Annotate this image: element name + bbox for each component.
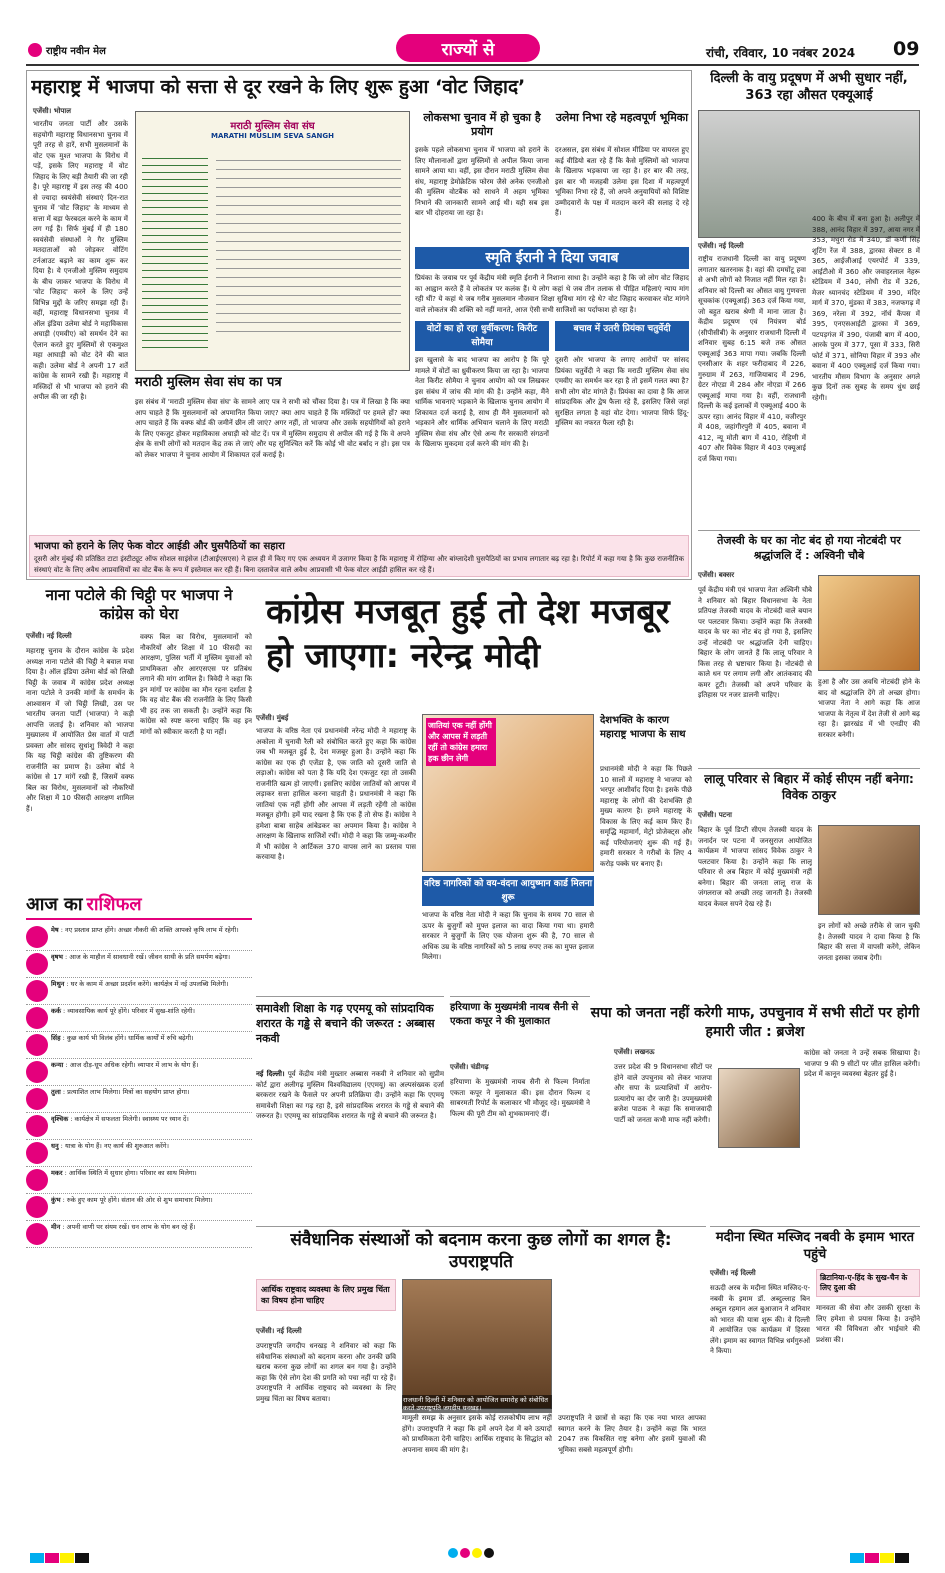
chaubey-photo [818,575,920,671]
masthead-rule [26,64,919,66]
rashi-prediction: प्रत्याशित लाभ मिलेगा। मित्रों का सहयोग प्राप्त होगा। [67,1088,190,1096]
sapa-story [590,1004,920,1222]
delhi-text: राष्ट्रीय राजधानी दिल्ली का वायु प्रदूषण लगातार खतरनाक है। वहां की दमघोंटू हवा से अभी लोगों को निजात नहीं मिल रहा है। शनिवार को दिल्ली का औसत वायु गुणवत्ता सूचकांक (एक्यूआई) 363 दर्ज किया गया, जो बहुत खराब श्रेणी में माना जाता है। केंद्रीय प्रदूषण एवं नियंत्रण बोर्ड (सीपीसीबी) के अनुसार राजधानी दिल्ली में शनिवार सुबह 6:15 बजे तक औसत एक्यूआई 363 मापा गया। जबकि दिल्ली एनसीआर के शहर फरीदाबाद में 226, गुरुग्राम में 263, गाजियाबाद में 296, ग्रेटर नोएडा में 284 और नोएडा में 266 एक्यूआई मापा गया है। वहीं, राजधानी दिल्ली के कई इलाकों में एक्यूआई 400 के ऊपर रहा। आनंद विहार में 410, वजीरपुर में 408, जहांगीरपुरी में 405, बवाना में 412, न्यू मोती बाग में 410, रोहिणी में 407 और विवेक विहार में 403 एक्यूआई दर्ज किया गया। [698,255,806,463]
madina-text-2: मानवता की सेवा और उसकी सुरक्षा के लिए हमेशा से प्रयास किया है। उन्होंने भारत की विविधता और भाईचारे की प्रशंसा की। [816,1304,920,1344]
logo-mark-icon [28,43,42,57]
zodiac-sign-icon [26,1061,48,1083]
lalu-byline: एजेंसी। पटना [698,811,732,819]
cyan-swatch-icon [850,1553,864,1563]
madina-byline: एजेंसी। नई दिल्ली [710,1269,756,1277]
registration-dots [448,1548,494,1558]
rashi-text: कुंभ : रुके हुए काम पूरे होंगे। संतान की ओर से शुभ समाचार मिलेगा। [51,1196,213,1204]
nana-headline: नाना पटोले की चिट्ठी पर भाजपा ने कांग्रेस को घेरा [45,586,233,623]
rashi-sign: वृश्चिक [51,1115,69,1123]
rashifal-title: राशिफल [86,894,142,915]
zodiac-sign-icon [26,1169,48,1191]
haryana-headline: हरियाणा के मुख्यमंत्री नायब सैनी से एकता कपूर ने की मुलाकात [450,1002,579,1027]
rashi-text: धनु : यात्रा के योग हैं। नए कार्य की शुरुआत करेंगे। [51,1142,169,1150]
rashi-text: तुला : प्रत्याशित लाभ मिलेगा। मित्रों का सहयोग प्राप्त होगा। [51,1088,190,1096]
color-bar-right [850,1548,910,1567]
delhi-story [698,70,920,530]
rashi-sign: सिंह [51,1034,61,1042]
black-swatch-icon [75,1553,89,1563]
rashi-sign: मकर [51,1169,63,1177]
senior-head: वरिष्ठ नागरिकों को वय-वंदना आयुष्मान कार्ड मिलना शुरू [422,876,594,906]
rashi-prediction: आज के माहौल में सावधानी रखें। जीवन साथी के प्रति समर्पण बढ़ेगा। [69,953,231,961]
sapa-byline: एजेंसी। लखनऊ [614,1048,655,1056]
reg-dot-icon [448,1548,458,1558]
magenta-swatch-icon [45,1553,59,1563]
rashi-row [26,951,252,978]
lead-byline: एजेंसी। भोपाल [33,107,71,115]
letter-sidebar [142,152,208,352]
smriti-text: प्रियंका के जवाब पर पूर्व केंद्रीय मंत्री स्मृति ईरानी ने निशाना साधा है। उन्होंने कहा है कि जो लोग वोट जिहाद का आह्वान करते हैं वे लोकतंत्र पर कलंक हैं। ये लोग कहां थे जब तीन तलाक से पीड़ित महिलाएं न्याय मांग रही थीं? ये कहां थे जब गरीब मुसलमान नौजवान शिक्षा सुविधा मांग रहे थे? वोट जिहाद करवाकर वोट मांगने वाले लोकतंत्र की शक्ति को नहीं मानते, आज ऐसी सभी साजिशों का पर्दाफाश हो रहा है। [415,274,689,314]
kirit-head: वोटों का हो रहा धुर्वीकरण: किरीट सोमैया [415,321,549,351]
rashi-text: सिंह : कुछ कार्य भी विलंब होंगे। धार्मिक कार्यों में रुचि बढ़ेगी। [51,1034,194,1042]
rashi-prediction: यात्रा के योग हैं। नए कार्य की शुरुआत करेंगे। [64,1142,169,1150]
reg-dot-icon [472,1548,482,1558]
letter-image [135,111,410,371]
yellow-swatch-icon [60,1553,74,1563]
rashi-sign: मिथुन [51,980,65,988]
rashi-sign: मेष [51,926,59,934]
modi-story [256,586,692,992]
zodiac-sign-icon [26,1088,48,1110]
madina-story [710,1226,920,1532]
rashi-row [26,1221,252,1248]
vp-photo-caption: राजधानी दिल्ली में शनिवार को आयोजित समारोह को संबोधित करते उपराष्ट्रपति जगदीप धनखड़। [402,1395,552,1413]
black-swatch-icon [895,1553,909,1563]
magenta-swatch-icon [865,1553,879,1563]
zodiac-sign-icon [26,1142,48,1164]
rashi-text: मीन : अपनी वाणी पर संयम रखें। धन लाभ के योग बन रहे हैं। [51,1223,196,1231]
zodiac-sign-icon [26,1223,48,1245]
modi-byline: एजेंसी। मुंबई [256,714,289,722]
rashifal-title-prefix: आज का [26,894,83,915]
nakvi-text [256,1069,444,1219]
rashi-text: मकर : आर्थिक स्थिति में सुधार होगा। परिवार का साथ मिलेगा। [51,1169,197,1177]
nakvi-body: पूर्व केंद्रीय मंत्री मुख्तार अब्बास नकवी ने शनिवार को सुप्रीम कोर्ट द्वारा अलीगढ़ मुस्लिम विश्वविद्यालय (एएमयू) का अल्पसंख्यक दर्जा बरकरार रखने के फैसले पर अपनी प्रतिक्रिया दी। उन्होंने कहा कि एएमयू समावेशी शिक्षा का गढ़ रहा है, इसे सांप्रदायिक शरारत के गड्ढे से बचाने की जरूरत है। एएमयू का सांप्रदायिक शरारत के गड्ढे से बचाने की जरूरत है। [256,1070,444,1120]
rashi-row [26,1059,252,1086]
cyan-swatch-icon [30,1553,44,1563]
marathi-text: इस संबंध में 'मराठी मुस्लिम सेवा संघ' के सामने आए पत्र ने सभी को चौंका दिया है। पत्र में लिखा है कि क्या आप चाहते हैं कि मुसलमानों को अपमानित किया जाए? क्या आप चाहते हैं कि मस्जिदों पर हमले हों? क्या आप चाहते हैं कि वक्फ बोर्ड की जमीनें छीन ली जाएं? अगर नहीं, तो भाजपा और उसके सहयोगियों को हराने के लिए एकजुट होकर महाविकास अघाड़ी को वोट दें। पत्र में मुस्लिम समुदाय से अपील की गई है कि वे अपने क्षेत्र के सभी लोगों को मतदान केंद्र तक ले जाएं और यह सुनिश्चित करें कि कोई भी वोट बर्बाद न हो। इस पत्र को लेकर भाजपा ने चुनाव आयोग में शिकायत दर्ज कराई है। [135,398,410,459]
nakvi-story [256,996,444,1222]
smriti-head: स्मृति ईरानी ने दिया जवाब [415,247,689,269]
reg-dot-icon [460,1548,470,1558]
tejasvi-text: पूर्व केंद्रीय मंत्री एवं भाजपा नेता अश्विनी चौबे ने शनिवार को बिहार विधानसभा के नेता प्रतिपक्ष तेजस्वी यादव के नोटबंदी वाले बयान पर पलटवार किया। उन्होंने कहा कि तेजस्वी यादव के घर का नोट बंद हो गया है, इसलिए उन्हें नोटबंदी पर श्रद्धांजलि देनी चाहिए। बिहार के लोग जानते हैं कि लालू परिवार ने किस तरह से भ्रष्टाचार किया है। नोटबंदी से काले धन पर लगाम लगी और आतंकवाद की कमर टूटी। तेजस्वी को अपने परिवार के इतिहास पर नजर डालनी चाहिए। [698,586,812,699]
rashi-prediction: आर्थिक स्थिति में सुधार होगा। परिवार का साथ मिलेगा। [68,1169,197,1177]
rashi-row [26,1113,252,1140]
masthead [0,0,945,66]
section-label [396,34,540,62]
rashi-row [26,1032,252,1059]
priyanka-text: दूसरी ओर भाजपा के लगाए आरोपों पर सांसद प्रियंका चतुर्वेदी ने कहा कि मराठी मुस्लिम सेवा संघ एमवीए का समर्थन कर रहा है तो इसमें गलत क्या है? सभी लोग वोट मांगते हैं। प्रियंका का दावा है कि आज सांप्रदायिक और द्वेष फैला रहे हैं, इसलिए जिसे जहां सुरक्षित लगता है वहां वोट देगा। भाजपा सिर्फ हिंदू-मुस्लिम का नफरत फैला रही है। [555,356,689,427]
nana-text: महाराष्ट्र चुनाव के दौरान कांग्रेस के प्रदेश अध्यक्ष नाना पटोले की चिट्ठी ने बवाल मचा दिया है। ऑल इंडिया उलेमा बोर्ड को लिखी चिट्ठी के जवाब में कांग्रेस प्रदेश अध्यक्ष नाना पटोले ने उनकी मांगों के समर्थन के आश्वासन में जो चिट्ठी लिखी, उस पर भारतीय जनता पार्टी (भाजपा) ने कड़ी आपत्ति जताई है। शनिवार को भाजपा मुख्यालय में आयोजित प्रेस वार्ता में पार्टी प्रवक्ता और सांसद सुधांशु त्रिवेदी ने कहा कि यह चिट्ठी कांग्रेस की तुष्टिकरण की राजनीति का प्रमाण है। उलेमा बोर्ड ने कांग्रेस से 17 मांगें रखी हैं, जिसमें वक्फ बिल का विरोध, मुसलमानों को नौकरियों और शिक्षा में 10 फीसदी आरक्षण शामिल हैं। [26,647,134,813]
lalu-text-2: इन लोगों को अच्छे तरीके से जान चुकी है। तेजस्वी यादव ने दावा किया है कि बिहार की सत्ता में वापसी करेंगे, लेकिन जनता इसका जवाब देगी। [818,922,920,962]
zodiac-sign-icon [26,953,48,975]
modi-photo-caption: जातियां एक नहीं होंगी और आपस में लड़ती रहीं तो कांग्रेस हमारा हक छीन लेगी [426,718,496,766]
rashi-sign: धनु [51,1142,59,1150]
marathi-head: मराठी मुस्लिम सेवा संघ का पत्र [135,375,282,390]
madina-headline: मदीना स्थित मस्जिद नबवी के इमाम भारत पहुंचे [715,1230,915,1262]
nana-text-2: वक्फ बिल का विरोध, मुसलमानों को नौकरियों और शिक्षा में 10 फीसदी का आरक्षण, पुलिस भर्ती में मुस्लिम युवाओं को प्राथमिकता और आरएसएस पर प्रतिबंध लगाने की मांग शामिल है। त्रिवेदी ने कहा कि इन मांगों पर कांग्रेस का मौन रहना दर्शाता है कि वह वोट बैंक की राजनीति के लिए किसी भी हद तक जा सकती है। उन्होंने कहा कि कांग्रेस को स्पष्ट करना चाहिए कि वह इन मांगों को स्वीकार करती है या नहीं। [140,633,252,736]
section-title: राज्यों से [441,39,495,60]
lalu-text: बिहार के पूर्व डिप्टी सीएम तेजस्वी यादव के जनार्दन पर पटना में जनसुराज आयोजित कार्यक्रम में भाजपा सांसद विवेक ठाकुर ने पलटवार किया है। उन्होंने कहा कि लालू परिवार से अब बिहार में कोई मुख्यमंत्री नहीं बनेगा। बिहार की जनता लालू राज के जंगलराज को अच्छी तरह जानती है। तेजस्वी यादव केवल सपने देख रहे हैं। [698,826,812,908]
rashi-row [26,1140,252,1167]
zodiac-sign-icon [26,1115,48,1137]
rashi-prediction: व्यावसायिक कार्य पूरे होंगे। परिवार में सुख-शांति रहेगी। [67,1007,195,1015]
dateline: रांची, रविवार, 10 नवंबर 2024 [706,46,856,60]
rashi-row [26,1005,252,1032]
vp-byline: एजेंसी। नई दिल्ली [256,1327,302,1335]
rashi-sign: कुंभ [51,1196,61,1204]
sub2-head: उलेमा निभा रहे महत्वपूर्ण भूमिका [555,111,689,124]
rashi-row [26,978,252,1005]
letter-subtitle: MARATHI MUSLIM SEVA SANGH [210,132,335,140]
nana-story [26,586,252,886]
rashi-prediction: नए प्रस्ताव प्राप्त होंगे। अच्छा नौकरी की शक्ति आपको कृषि लाभ में रहेगी। [64,926,239,934]
rashi-prediction: अपनी वाणी पर संयम रखें। धन लाभ के योग बन रहे हैं। [66,1223,196,1231]
nana-byline: एजेंसी। नई दिल्ली [26,632,72,640]
haryana-story [450,996,590,1222]
rashi-prediction: घर के काम में अच्छा प्रदर्शन करेंगे। कार्यक्षेत्र में नई उपलब्धि मिलेगी। [70,980,229,988]
nakvi-headline: समावेशी शिक्षा के गढ़ एएमयू को सांप्रदायिक शरारत के गड्ढे से बचाने की जरूरत : अब्बास नकवी [256,1002,435,1045]
rashi-row [26,1086,252,1113]
tejasvi-text-2: हुआ है और उस अवधि नोटबंदी होने के बाद वो श्रद्धांजलि देंगे तो अच्छा होगा। भाजपा नेता ने आगे कहा कि आज भाजपा के नेतृत्व में देश तेजी से आगे बढ़ रहा है। झारखंड में भी एनडीए की सरकार बनेगी। [818,678,920,739]
rashi-sign: वृषभ [51,953,63,961]
modi-headline: कांग्रेस मजबूत हुई तो देश मजबूर हो जाएगा: नरेन्द्र मोदी [266,592,670,676]
sub2-text: दरअसल, इस संबंध में सोशल मीडिया पर वायरल हुए कई वीडियो बता रहे हैं कि कैसे मुस्लिमों को भाजपा के खिलाफ भड़काया जा रहा है। हर बार की तरह, इस बार भी मजहबी उलेमा इस दिशा में महत्वपूर्ण भूमिका निभा रहे हैं, जो अपने अनुयायियों को विशिष्ट उम्मीदवारों के पक्ष में मतदान करने की सलाह दे रहे हैं। [555,146,689,217]
vp-text: उपराष्ट्रपति जगदीप धनखड़ ने शनिवार को कहा कि संवैधानिक संस्थाओं को बदनाम करना और उनकी छवि खराब करना कुछ लोगों का शगल बन गया है। उन्होंने कहा कि ऐसे लोग देश की प्रगति को पचा नहीं पा रहे हैं। उपराष्ट्रपति ने आर्थिक राष्ट्रवाद को व्यवस्था के लिए प्रमुख चिंता का विषय बताया। [256,1342,396,1403]
rashi-row [26,1194,252,1221]
kirit-text: इस खुलासे के बाद भाजपा का आरोप है कि पूरे मामले में वोटों का ध्रुवीकरण किया जा रहा है। भाजपा नेता किरीट सोमैया ने चुनाव आयोग को पत्र लिखकर इस संबंध में जांच की मांग की है। उन्होंने कहा, मैंने धार्मिक भावनाएं भड़काने के खिलाफ चुनाव आयोग में शिकायत दर्ज कराई है, साथ ही मैंने मुसलमानों को भड़काने और धार्मिक अभियान चलाने के लिए मराठी मुस्लिम सेवा संघ और ऐसे अन्य गैर सरकारी संगठनों के खिलाफ मुकदमा दर्ज करने की मांग की है। [415,356,549,448]
zodiac-sign-icon [26,1007,48,1029]
rashi-sign: कन्या [51,1061,64,1069]
paper-name: राष्ट्रीय नवीन मेल [46,46,106,57]
vp-subhead: आर्थिक राष्ट्रवाद व्यवस्था के लिए प्रमुख चिंता का विषय होना चाहिए [256,1279,396,1311]
tejasvi-headline: तेजस्वी के घर का नोट बंद हो गया नोटबंदी पर श्रद्धांजलि दें : अश्विनी चौबे [717,534,901,562]
madina-text: सऊदी अरब के मदीना स्थित मस्जिद-ए-नबवी के इमाम डॉ. अब्दुल्लाह बिन अब्दुल रहमान अल बुआजान ने शनिवार को भारत की यात्रा शुरू की। वे दिल्ली में आयोजित एक कार्यक्रम में हिस्सा लेंगे। इमाम का स्वागत विभिन्न धर्मगुरुओं ने किया। [710,1284,810,1355]
haryana-text: हरियाणा के मुख्यमंत्री नायब सैनी से फिल्म निर्माता एकता कपूर ने मुलाकात की। इस दौरान फिल्म द साबरमती रिपोर्ट के कलाकार भी मौजूद रहे। मुख्यमंत्री ने फिल्म की पूरी टीम को शुभकामनाएं दीं। [450,1078,590,1118]
tejasvi-story [698,530,920,762]
delhi-byline: एजेंसी। नई दिल्ली [698,242,744,250]
rashi-sign: तुला [51,1088,61,1096]
haryana-byline: एजेंसी। चंडीगढ़ [450,1063,489,1071]
vp-headline: संवैधानिक संस्थाओं को बदनाम करना कुछ लोगों का शगल है: उपराष्ट्रपति [290,1230,672,1272]
rashi-sign: मीन [51,1223,61,1231]
rashi-prediction: रुके हुए काम पूरे होंगे। संतान की ओर से शुभ समाचार मिलेगा। [66,1196,213,1204]
sub1-head: लोकसभा चुनाव में हो चुका है प्रयोग [423,111,541,138]
rashi-prediction: कुछ कार्य भी विलंब होंगे। धार्मिक कार्यों में रुचि बढ़ेगी। [66,1034,194,1042]
rashi-text: कन्या : आज दौड़-धूप अधिक रहेगी। व्यापार में लाभ के योग हैं। [51,1061,199,1069]
paper-logo [28,40,148,60]
fake-head: भाजपा को हराने के लिए फेक वोटर आईडी और घुसपैठियों का सहारा [34,541,285,552]
senior-text: भाजपा के वरिष्ठ नेता मोदी ने कहा कि चुनाव के समय 70 साल से ऊपर के बुजुर्गों को मुफ्त इलाज का वादा किया गया था। हमारी सरकार ने बुजुर्गों के लिए एक योजना शुरू की है, 70 साल से अधिक उम्र के वरिष्ठ नागरिकों को 5 लाख रुपए तक का मुफ्त इलाज मिलेगा। [422,911,594,961]
rashi-prediction: कार्यक्षेत्र में सफलता मिलेगी। स्वास्थ्य पर ध्यान दें। [74,1115,189,1123]
vp-text-2: मामूली समझ के अनुसार इसके कोई राजकोषीय लाभ नहीं होंगे। उपराष्ट्रपति ने कहा कि हमें अपने देश में बने उत्पादों को प्राथमिकता देनी चाहिए। आर्थिक राष्ट्रवाद के सिद्धांत को अपनाना समय की मांग है। [402,1414,552,1454]
letter-title: मराठी मुस्लिम सेवा संघ [230,121,315,132]
vp-story [256,1226,706,1532]
sapa-text-2: कांग्रेस को जनता ने उन्हें सबक सिखाया है। भाजपा 9 की 9 सीटों पर जीत हासिल करेगी। प्रदेश में कानून व्यवस्था बेहतर हुई है। [804,1049,920,1078]
rashi-sign: कर्क [51,1007,61,1015]
page-number: 09 [893,38,920,60]
delhi-headline: दिल्ली के वायु प्रदूषण में अभी सुधार नहीं, 363 रहा औसत एक्यूआई [710,71,908,103]
zodiac-sign-icon [26,980,48,1002]
rashifal-header [26,892,252,920]
vp-text-3: उपराष्ट्रपति ने छात्रों से कहा कि एक नया भारत आपका स्वागत करने के लिए तैयार है। उन्होंने कहा कि भारत 2047 तक विकसित राष्ट्र बनेगा और इसमें युवाओं की भूमिका सबसे महत्वपूर्ण होगी। [558,1414,706,1454]
tejasvi-byline: एजेंसी। बक्सर [698,571,735,579]
reg-dot-icon [484,1548,494,1558]
modi-text: भाजपा के वरिष्ठ नेता एवं प्रधानमंत्री नरेन्द्र मोदी ने महाराष्ट्र के अकोला में चुनावी रैली को संबोधित करते हुए कहा कि कांग्रेस जब भी मजबूत हुई है, देश मजबूर हुआ है। उन्होंने कहा कि कांग्रेस का एक ही एजेंडा है, एक जाति को दूसरी जाति से लड़ाओ। कांग्रेस को पता है कि यदि देश एकजुट रहा तो उसकी राजनीति खत्म हो जाएगी। इसलिए कांग्रेस जातियों को आपस में लड़ाकर सत्ता हासिल करना चाहती है। प्रधानमंत्री ने कहा कि जातियां एक नहीं होंगी और आपस में लड़ती रहेंगी तो कांग्रेस मजबूत होगी। हमें याद रखना है कि एक हैं तो सेफ हैं। कांग्रेस ने हमेशा बाबा साहेब आंबेडकर का अपमान किया है। कांग्रेस ने आरक्षण के खिलाफ साजिशें रचीं। मोदी ने कहा कि जम्मू-कश्मीर में भी कांग्रेस ने आर्टिकल 370 वापस लाने का प्रस्ताव पास करवाया है। [256,727,416,861]
fake-text: दूसरी ओर मुंबई की प्रतिष्ठित टाटा इंस्टीट्यूट ऑफ सोशल साइंसेज (टीआईएसएस) ने हाल ही में किए गए एक अध्ययन में उजागर किया है कि महाराष्ट्र में रोहिंग्या और बांग्लादेशी घुसपैठियों का प्रभाव लगातार बढ़ रहा है। रिपोर्ट में कहा गया है कि कुछ राजनीतिक संस्थाएं वोट के लिए अवैध आप्रवासियों का वोट बैंक के रूप में इस्तेमाल कर रही हैं। बिना दस्तावेज वाले अवैध आप्रवासी भी फेक वोटर आईडी हासिल कर रहे हैं। [34,555,684,574]
rashi-row [26,1167,252,1194]
brajesh-photo [718,1068,800,1148]
zodiac-sign-icon [26,1196,48,1218]
vp-photo [402,1279,552,1409]
lalu-headline: लालू परिवार से बिहार में कोई सीएम नहीं बनेगा: विवेक ठाकुर [704,772,914,802]
zodiac-sign-icon [26,1034,48,1056]
madina-box: ब्रिटानिया-ए-हिंद के सुख-चैन के लिए दुआ की [816,1269,920,1297]
priyanka-head: बचाव में उतरी प्रियंका चतुर्वेदी [555,321,689,351]
sub1-text: इसके पहले लोकसभा चुनाव में भाजपा को हराने के लिए मौलानाओं द्वारा मुस्लिमों से अपील किया जाना सामने आया था। वहीं, इस दौरान मराठी मुस्लिम सेवा संघ, महाराष्ट्र डेमोक्रेटिक फोरम जैसे अनेक एनजीओ की मुस्लिम वोटबैंक को साधने में अहम भूमिका निभाने की जानकारी सामने आई थी। यही सब इस बार भी दोहराया जा रहा है। [415,146,549,217]
rashi-text: मिथुन : घर के काम में अच्छा प्रदर्शन करेंगे। कार्यक्षेत्र में नई उपलब्धि मिलेगी। [51,980,229,988]
sapa-text: उत्तर प्रदेश की 9 विधानसभा सीटों पर होने वाले उपचुनाव को लेकर भाजपा और सपा के प्रत्याशियों में आरोप-प्रत्यारोप का दौर जारी है। उपमुख्यमंत्री ब्रजेश पाठक ने कहा कि समाजवादी पार्टी को जनता कभी माफ नहीं करेगी। [614,1063,712,1124]
lead-col1: भारतीय जनता पार्टी और उसके सहयोगी महाराष्ट्र विधानसभा चुनाव में पूरी तरह से हारें, सभी मुसलमानों के वोट एक मुश्त भाजपा के विरोध में पड़ें, इसके लिए महाराष्ट्र में वोट जिहाद के लिए बड़ी तैयारी की जा रही है। पूरे महाराष्ट्र में इस तरह की 400 से ज्यादा स्वयंसेवी संस्थाएं दिन-रात चुनाव में 'वोट जिहाद' के माध्यम से सत्ता में बड़ा फेरबदल करने के काम में लग गई हैं। सिर्फ मुंबई में ही 180 स्वयंसेवी संस्थाओं ने गैर मुस्लिम मतदाताओं को जोड़कर वोटिंग टर्नआउट बढ़ाने का काम शुरू कर दिया है। ये एनजीओ मुस्लिम समुदाय के बीच जाकर भाजपा के विरोध में 'वोट जिहाद' करने के लिए उन्हें विभिन्न मुद्दों के जरिए समझा रही हैं। वहीं, महाराष्ट्र विधानसभा चुनाव में ऑल इंडिया उलेमा बोर्ड ने महाविकास अघाड़ी (एमवीए) को समर्थन देने का ऐलान करते हुए मुस्लिमों से एकमुश्त महा आघाड़ी को वोट देने की बात कही। उलेमा बोर्ड ने अपनी 17 शर्तें कांग्रेस के सामने रखी हैं। महाराष्ट्र में मस्जिदों से भी भाजपा को हराने की अपील की जा रही है। [33,120,128,401]
lead-headline: महाराष्ट्र में भाजपा को सत्ता से दूर रखने के लिए शुरू हुआ ‘वोट जिहाद’ [31,76,526,98]
lead-story [26,70,692,580]
fake-voter-box [29,535,689,577]
rashi-text: मेष : नए प्रस्ताव प्राप्त होंगे। अच्छा नौकरी की शक्ति आपको कृषि लाभ में रहेगी। [51,926,239,934]
delhi-text-2: 400 के बीच में बना हुआ है। अलीपुर में 388, आनंद विहार में 397, आया नगर में 353, मथुरा रोड में 340, डॉ कर्णी सिंह शूटिंग रेंज में 388, द्वारका सेक्टर 8 में 365, आईजीआई एयरपोर्ट में 339, आईटीओ में 360 और जवाहरलाल नेहरू स्टेडियम में 340, लोधी रोड में 326, मेजर ध्यानचंद स्टेडियम में 390, मंदिर मार्ग में 370, मुंडका में 383, नजफगढ़ में 369, नरेला में 392, नॉर्थ कैंपस में 395, एनएसआईटी द्वारका में 369, पटपड़गंज में 390, पंजाबी बाग में 400, आरके पुरम में 377, पूसा में 333, सिरी फोर्ट में 371, सोनिया विहार में 393 और बवाना में 400 एक्यूआई दर्ज किया गया। भारतीय मौसम विभाग के अनुसार अगले कुछ दिनों तक सुबह के समय धुंध छाई रहेगी। [812,215,920,402]
rashi-prediction: आज दौड़-धूप अधिक रहेगी। व्यापार में लाभ के योग हैं। [69,1061,199,1069]
zodiac-sign-icon [26,926,48,948]
rashi-row [26,924,252,951]
desh-text: प्रधानमंत्री मोदी ने कहा कि पिछले 10 सालों में महाराष्ट्र ने भाजपा को भरपूर आशीर्वाद दिया है। इसके पीछे महाराष्ट्र के लोगों की देशभक्ति ही मुख्य कारण है। हमने महाराष्ट्र के विकास के लिए कई काम किए हैं। समृद्धि महामार्ग, मेट्रो प्रोजेक्ट्स और कई परियोजनाएं शुरू की गई हैं। हमारी सरकार ने गरीबों के लिए 4 करोड़ पक्के घर बनाए हैं। [600,765,692,868]
rashifal-box [26,892,252,1484]
desh-head: देशभक्ति के कारण महाराष्ट्र भाजपा के साथ [600,715,686,740]
rashi-text: वृश्चिक : कार्यक्षेत्र में सफलता मिलेगी। स्वास्थ्य पर ध्यान दें। [51,1115,189,1123]
sapa-headline: सपा को जनता नहीं करेगी माफ, उपचुनाव में सभी सीटों पर होगी हमारी जीत : ब्रजेश [590,1005,920,1040]
yellow-swatch-icon [880,1553,894,1563]
rashi-text: वृषभ : आज के माहौल में सावधानी रखें। जीवन साथी के प्रति समर्पण बढ़ेगा। [51,953,231,961]
rashi-text: कर्क : व्यावसायिक कार्य पूरे होंगे। परिवार में सुख-शांति रहेगी। [51,1007,195,1015]
rashifal-list [26,924,252,1248]
letter-lines [216,152,401,332]
lalu-story [698,768,920,998]
nakvi-byline: नई दिल्ली। [256,1070,285,1078]
thakur-photo [818,825,920,915]
color-bar-left [30,1548,90,1567]
